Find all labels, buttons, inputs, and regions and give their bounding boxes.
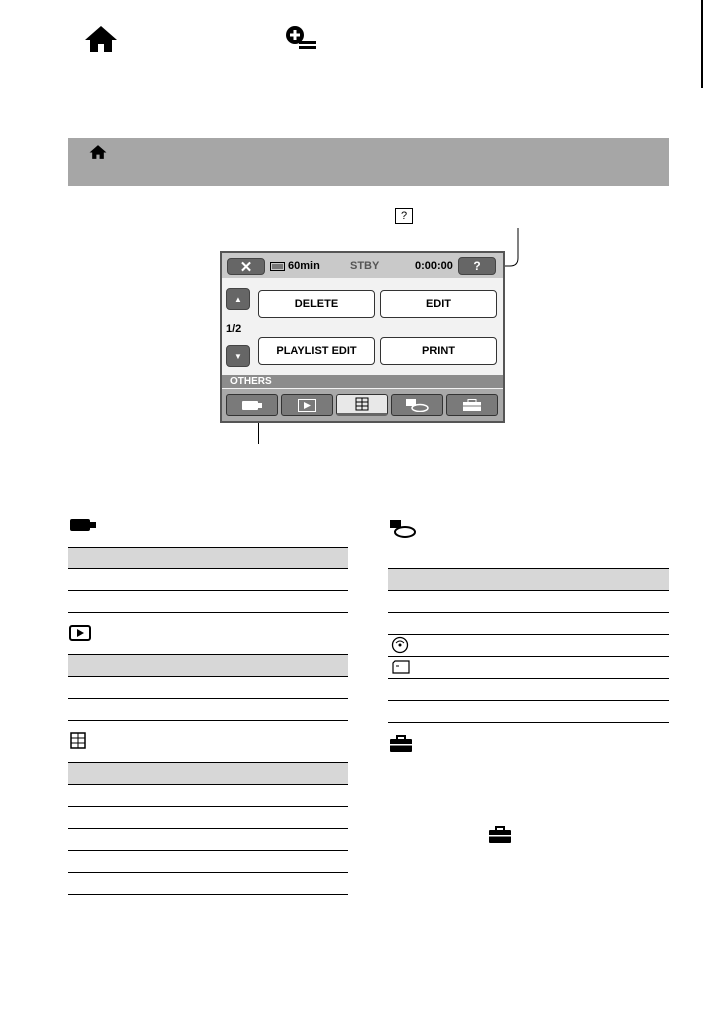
- tab-others[interactable]: [336, 394, 388, 416]
- table-row-line: [388, 634, 669, 635]
- others-icon: [70, 732, 86, 749]
- home-icon: [89, 144, 107, 160]
- help-symbol-box: ?: [395, 208, 413, 224]
- table-row-line: [68, 698, 348, 699]
- table-row-line: [388, 678, 669, 679]
- memory-card-icon: [392, 660, 410, 674]
- play-icon: [298, 399, 316, 412]
- table-row-line: [68, 612, 348, 613]
- callout-line-tabs: [258, 422, 259, 444]
- play-icon: [69, 625, 91, 641]
- page-indicator: 1/2: [226, 323, 242, 335]
- table-row-line: [388, 590, 669, 591]
- table-row-line: [68, 784, 348, 785]
- table-row-line: [68, 828, 348, 829]
- table-row-line: [68, 720, 348, 721]
- table-row-line: [68, 568, 348, 569]
- settings-icon: [462, 399, 482, 412]
- tab-camera[interactable]: [226, 394, 278, 416]
- camera-icon: [241, 399, 263, 411]
- table-row-line: [68, 894, 348, 895]
- table-row-line: [388, 612, 669, 613]
- table-header: [68, 762, 348, 784]
- manage-media-icon: [389, 519, 417, 539]
- edit-button[interactable]: EDIT: [380, 290, 497, 318]
- category-label: OTHERS: [230, 376, 272, 387]
- close-button[interactable]: ✕: [227, 258, 265, 275]
- option-icon: [285, 25, 317, 53]
- playlist-edit-button[interactable]: PLAYLIST EDIT: [258, 337, 375, 365]
- scroll-down-button[interactable]: ▼: [226, 345, 250, 367]
- table-row-line: [68, 850, 348, 851]
- help-button-label: ?: [473, 259, 481, 273]
- table-row-line: [68, 590, 348, 591]
- mode-indicator: STBY: [350, 260, 380, 272]
- table-header: [388, 568, 669, 590]
- time-counter: 0:00:00: [415, 260, 453, 272]
- print-button[interactable]: PRINT: [380, 337, 497, 365]
- disc-icon: [391, 636, 409, 654]
- help-button[interactable]: [458, 257, 496, 275]
- table-row-line: [388, 656, 669, 657]
- camera-icon: [69, 518, 97, 532]
- manage-media-icon: [405, 398, 429, 412]
- page-edge-marker: [701, 0, 703, 88]
- table-row-line: [388, 722, 669, 723]
- table-header: [68, 654, 348, 676]
- table-row-line: [388, 700, 669, 701]
- tab-playback[interactable]: [281, 394, 333, 416]
- settings-icon: [389, 735, 413, 753]
- settings-icon: [488, 826, 512, 844]
- tab-settings[interactable]: [446, 394, 498, 416]
- others-icon: [355, 397, 369, 411]
- scroll-up-button[interactable]: ▲: [226, 288, 250, 310]
- table-row-line: [68, 676, 348, 677]
- section-header-bar: [68, 138, 669, 186]
- table-row-line: [68, 806, 348, 807]
- table-row-line: [68, 872, 348, 873]
- home-icon: [84, 25, 118, 53]
- tab-manage-media[interactable]: [391, 394, 443, 416]
- delete-button[interactable]: DELETE: [258, 290, 375, 318]
- battery-icon: [270, 262, 286, 271]
- battery-time: 60min: [288, 260, 320, 272]
- table-header: [68, 547, 348, 569]
